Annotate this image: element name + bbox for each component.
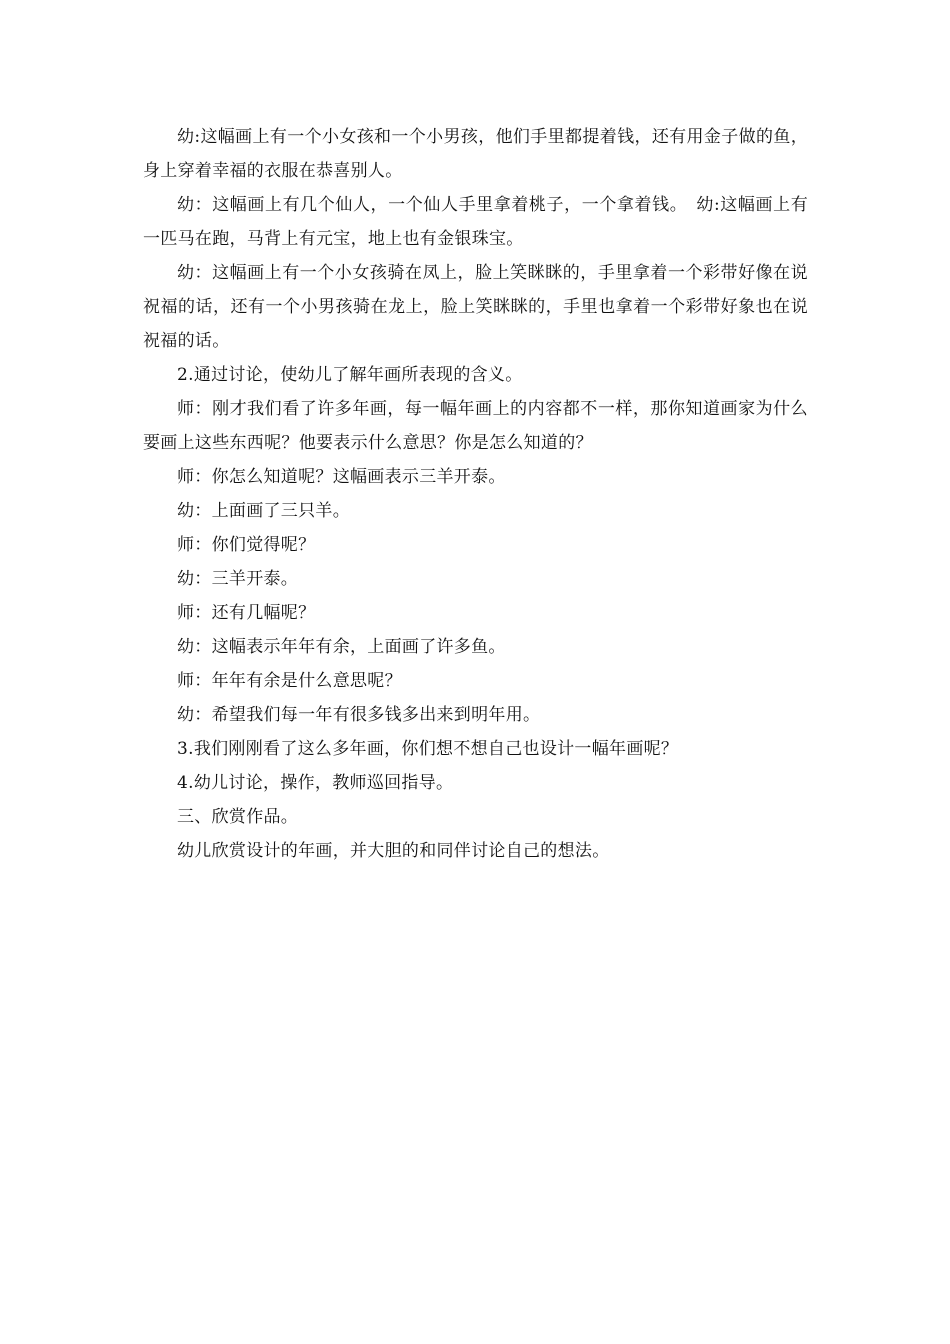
paragraph: 师：还有几幅呢？ — [177, 603, 316, 623]
paragraph: 幼：希望我们每一年有很多钱多出来到明年用。 — [177, 705, 541, 725]
paragraph: 师：你怎么知道呢？这幅画表示三羊开泰。 — [177, 467, 506, 487]
paragraph: 3.我们刚刚看了这么多年画，你们想不想自己也设计一幅年画呢？ — [177, 739, 679, 759]
paragraph: 幼：三羊开泰。 — [177, 569, 299, 589]
paragraph: 幼：上面画了三只羊。 — [177, 501, 350, 521]
paragraph: 2.通过讨论，使幼儿了解年画所表现的含义。 — [177, 365, 523, 385]
paragraph: 师：你们觉得呢？ — [177, 535, 316, 555]
section-heading: 三、欣赏作品。 — [177, 807, 299, 827]
paragraph: 幼：这幅表示年年有余，上面画了许多鱼。 — [177, 637, 506, 657]
paragraph: 幼：这幅画上有几个仙人，一个仙人手里拿着桃子，一个拿着钱。 幼:这幅画上有一匹马在跑，马背上有元宝，地上也有金银珠宝。 — [143, 195, 808, 249]
paragraph: 师：刚才我们看了许多年画，每一幅年画上的内容都不一样，那你知道画家为什么要画上这些东西呢？他要表示什么意思？你是怎么知道的？ — [143, 399, 808, 453]
paragraph: 幼:这幅画上有一个小女孩和一个小男孩，他们手里都提着钱，还有用金子做的鱼，身上穿着幸福的衣服在恭喜别人。 — [143, 127, 808, 181]
paragraph: 幼儿欣赏设计的年画，并大胆的和同伴讨论自己的想法。 — [177, 841, 610, 861]
document-body — [143, 120, 808, 868]
paragraph: 幼：这幅画上有一个小女孩骑在凤上，脸上笑眯眯的，手里拿着一个彩带好像在说祝福的话，还有一个小男孩骑在龙上，脸上笑眯眯的，手里也拿着一个彩带好象也在说祝福的话。 — [143, 263, 808, 351]
paragraph: 4.幼儿讨论，操作，教师巡回指导。 — [177, 773, 454, 793]
paragraph: 师：年年有余是什么意思呢？ — [177, 671, 402, 691]
